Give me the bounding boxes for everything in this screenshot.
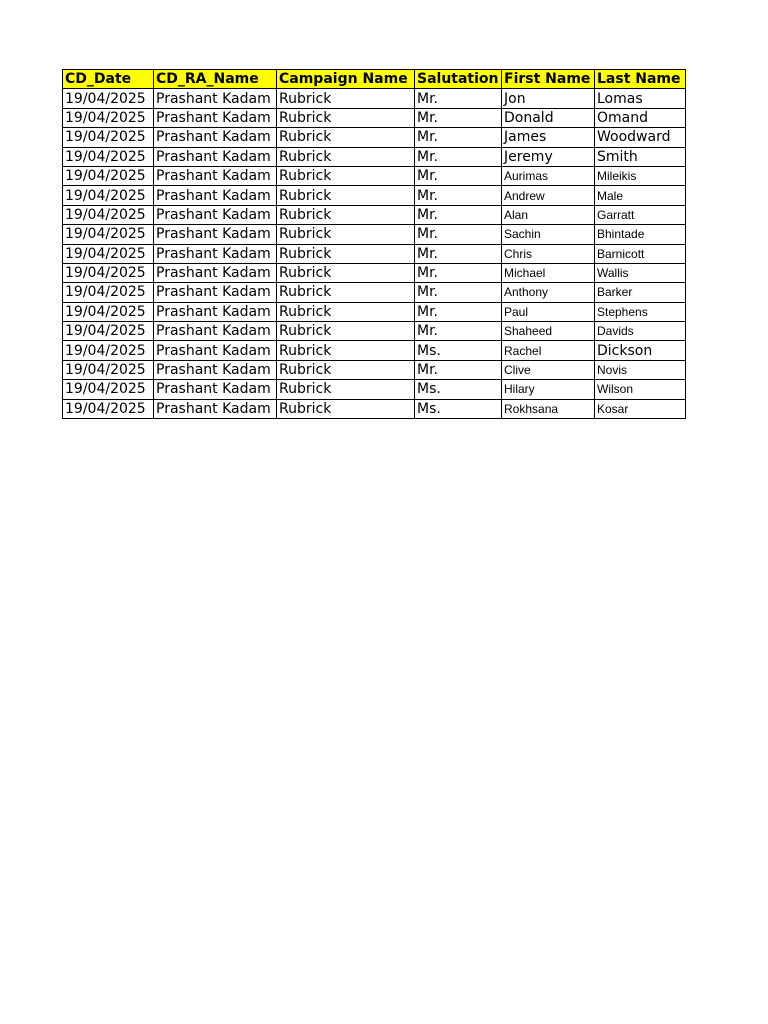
cell-campaign-name[interactable]: Rubrick xyxy=(277,108,415,127)
table-row xyxy=(63,263,686,282)
cell-salutation[interactable]: Mr. xyxy=(415,263,502,282)
cell-cd-date[interactable]: 19/04/2025 xyxy=(63,263,154,282)
cell-cd-date[interactable]: 19/04/2025 xyxy=(63,128,154,147)
cell-first-name[interactable]: Andrew xyxy=(502,186,595,205)
table-row xyxy=(63,341,686,360)
table-row xyxy=(63,380,686,399)
cell-cd-date[interactable]: 19/04/2025 xyxy=(63,399,154,418)
cell-salutation[interactable]: Mr. xyxy=(415,128,502,147)
cell-salutation[interactable]: Mr. xyxy=(415,186,502,205)
cell-campaign-name[interactable]: Rubrick xyxy=(277,89,415,108)
cell-campaign-name[interactable]: Rubrick xyxy=(277,399,415,418)
cell-salutation[interactable]: Mr. xyxy=(415,302,502,321)
cell-cd-ra-name[interactable]: Prashant Kadam xyxy=(154,302,277,321)
cell-last-name[interactable]: Novis xyxy=(595,360,686,379)
cell-cd-date[interactable]: 19/04/2025 xyxy=(63,322,154,341)
cell-campaign-name[interactable]: Rubrick xyxy=(277,360,415,379)
cell-cd-date[interactable]: 19/04/2025 xyxy=(63,225,154,244)
table-row xyxy=(63,166,686,185)
cell-campaign-name[interactable]: Rubrick xyxy=(277,283,415,302)
cell-first-name[interactable]: Rachel xyxy=(502,341,595,360)
cell-cd-ra-name[interactable]: Prashant Kadam xyxy=(154,322,277,341)
cell-cd-ra-name[interactable]: Prashant Kadam xyxy=(154,380,277,399)
cell-first-name[interactable]: Paul xyxy=(502,302,595,321)
cell-campaign-name[interactable]: Rubrick xyxy=(277,244,415,263)
cell-campaign-name[interactable]: Rubrick xyxy=(277,263,415,282)
header-row xyxy=(63,70,686,89)
cell-campaign-name[interactable]: Rubrick xyxy=(277,322,415,341)
cell-salutation[interactable]: Mr. xyxy=(415,89,502,108)
cell-campaign-name[interactable]: Rubrick xyxy=(277,380,415,399)
table-row xyxy=(63,186,686,205)
cell-campaign-name[interactable]: Rubrick xyxy=(277,128,415,147)
cell-last-name[interactable]: Male xyxy=(595,186,686,205)
cell-last-name[interactable]: Garratt xyxy=(595,205,686,224)
cell-last-name[interactable]: Wilson xyxy=(595,380,686,399)
cell-salutation[interactable]: Mr. xyxy=(415,205,502,224)
cell-first-name[interactable]: Anthony xyxy=(502,283,595,302)
cell-cd-date[interactable]: 19/04/2025 xyxy=(63,89,154,108)
cell-salutation[interactable]: Mr. xyxy=(415,108,502,127)
cell-salutation[interactable]: Mr. xyxy=(415,244,502,263)
table-row xyxy=(63,399,686,418)
cell-first-name[interactable]: Alan xyxy=(502,205,595,224)
contacts-table xyxy=(62,69,686,419)
cell-cd-ra-name[interactable]: Prashant Kadam xyxy=(154,166,277,185)
cell-last-name[interactable]: Omand xyxy=(595,108,686,127)
cell-cd-date[interactable]: 19/04/2025 xyxy=(63,360,154,379)
cell-cd-ra-name[interactable]: Prashant Kadam xyxy=(154,244,277,263)
cell-campaign-name[interactable]: Rubrick xyxy=(277,186,415,205)
cell-campaign-name[interactable]: Rubrick xyxy=(277,166,415,185)
table-body xyxy=(63,89,686,419)
cell-salutation[interactable]: Mr. xyxy=(415,166,502,185)
cell-salutation[interactable]: Mr. xyxy=(415,225,502,244)
cell-campaign-name[interactable]: Rubrick xyxy=(277,341,415,360)
cell-first-name[interactable]: Michael xyxy=(502,263,595,282)
cell-cd-ra-name[interactable]: Prashant Kadam xyxy=(154,186,277,205)
cell-cd-date[interactable]: 19/04/2025 xyxy=(63,166,154,185)
cell-cd-date[interactable]: 19/04/2025 xyxy=(63,283,154,302)
cell-first-name[interactable]: Chris xyxy=(502,244,595,263)
cell-salutation[interactable]: Ms. xyxy=(415,341,502,360)
table-row xyxy=(63,128,686,147)
cell-salutation[interactable]: Mr. xyxy=(415,147,502,166)
cell-last-name[interactable]: Lomas xyxy=(595,89,686,108)
cell-cd-ra-name[interactable]: Prashant Kadam xyxy=(154,360,277,379)
cell-first-name[interactable]: Donald xyxy=(502,108,595,127)
cell-first-name[interactable]: Jon xyxy=(502,89,595,108)
cell-cd-date[interactable]: 19/04/2025 xyxy=(63,244,154,263)
cell-campaign-name[interactable]: Rubrick xyxy=(277,225,415,244)
table-row xyxy=(63,322,686,341)
cell-cd-ra-name[interactable]: Prashant Kadam xyxy=(154,108,277,127)
cell-last-name[interactable]: Barnicott xyxy=(595,244,686,263)
cell-cd-date[interactable]: 19/04/2025 xyxy=(63,380,154,399)
cell-last-name[interactable]: Kosar xyxy=(595,399,686,418)
cell-cd-ra-name[interactable]: Prashant Kadam xyxy=(154,341,277,360)
cell-cd-ra-name[interactable]: Prashant Kadam xyxy=(154,399,277,418)
cell-salutation[interactable]: Ms. xyxy=(415,399,502,418)
cell-last-name[interactable]: Mileikis xyxy=(595,166,686,185)
cell-cd-ra-name[interactable]: Prashant Kadam xyxy=(154,283,277,302)
cell-first-name[interactable]: Hilary xyxy=(502,380,595,399)
cell-first-name[interactable]: Aurimas xyxy=(502,166,595,185)
cell-cd-ra-name[interactable]: Prashant Kadam xyxy=(154,225,277,244)
cell-salutation[interactable]: Mr. xyxy=(415,322,502,341)
cell-cd-date[interactable]: 19/04/2025 xyxy=(63,341,154,360)
table-row xyxy=(63,302,686,321)
cell-cd-date[interactable]: 19/04/2025 xyxy=(63,108,154,127)
header-campaign-name[interactable]: Campaign Name xyxy=(277,70,415,89)
header-first-name[interactable]: First Name xyxy=(502,70,595,89)
cell-salutation[interactable]: Mr. xyxy=(415,360,502,379)
cell-cd-date[interactable]: 19/04/2025 xyxy=(63,186,154,205)
table-row xyxy=(63,147,686,166)
cell-campaign-name[interactable]: Rubrick xyxy=(277,147,415,166)
cell-first-name[interactable]: Rokhsana xyxy=(502,399,595,418)
cell-campaign-name[interactable]: Rubrick xyxy=(277,205,415,224)
cell-last-name[interactable]: Stephens xyxy=(595,302,686,321)
table-row xyxy=(63,360,686,379)
cell-cd-date[interactable]: 19/04/2025 xyxy=(63,147,154,166)
cell-first-name[interactable]: Jeremy xyxy=(502,147,595,166)
table-row xyxy=(63,205,686,224)
header-salutation[interactable]: Salutation xyxy=(415,70,502,89)
cell-cd-ra-name[interactable]: Prashant Kadam xyxy=(154,205,277,224)
table-row xyxy=(63,89,686,108)
table-row xyxy=(63,244,686,263)
cell-last-name[interactable]: Dickson xyxy=(595,341,686,360)
cell-last-name[interactable]: Davids xyxy=(595,322,686,341)
cell-last-name[interactable]: Wallis xyxy=(595,263,686,282)
cell-cd-ra-name[interactable]: Prashant Kadam xyxy=(154,263,277,282)
header-last-name[interactable]: Last Name xyxy=(595,70,686,89)
cell-first-name[interactable]: Clive xyxy=(502,360,595,379)
cell-first-name[interactable]: Shaheed xyxy=(502,322,595,341)
cell-cd-ra-name[interactable]: Prashant Kadam xyxy=(154,147,277,166)
header-cd-ra-name[interactable]: CD_RA_Name xyxy=(154,70,277,89)
table-row xyxy=(63,225,686,244)
cell-last-name[interactable]: Bhintade xyxy=(595,225,686,244)
cell-first-name[interactable]: Sachin xyxy=(502,225,595,244)
table-row xyxy=(63,283,686,302)
cell-salutation[interactable]: Ms. xyxy=(415,380,502,399)
table-row xyxy=(63,108,686,127)
cell-salutation[interactable]: Mr. xyxy=(415,283,502,302)
cell-campaign-name[interactable]: Rubrick xyxy=(277,302,415,321)
cell-first-name[interactable]: James xyxy=(502,128,595,147)
cell-last-name[interactable]: Barker xyxy=(595,283,686,302)
cell-last-name[interactable]: Woodward xyxy=(595,128,686,147)
cell-cd-date[interactable]: 19/04/2025 xyxy=(63,205,154,224)
header-cd-date[interactable]: CD_Date xyxy=(63,70,154,89)
cell-last-name[interactable]: Smith xyxy=(595,147,686,166)
cell-cd-ra-name[interactable]: Prashant Kadam xyxy=(154,89,277,108)
cell-cd-ra-name[interactable]: Prashant Kadam xyxy=(154,128,277,147)
cell-cd-date[interactable]: 19/04/2025 xyxy=(63,302,154,321)
